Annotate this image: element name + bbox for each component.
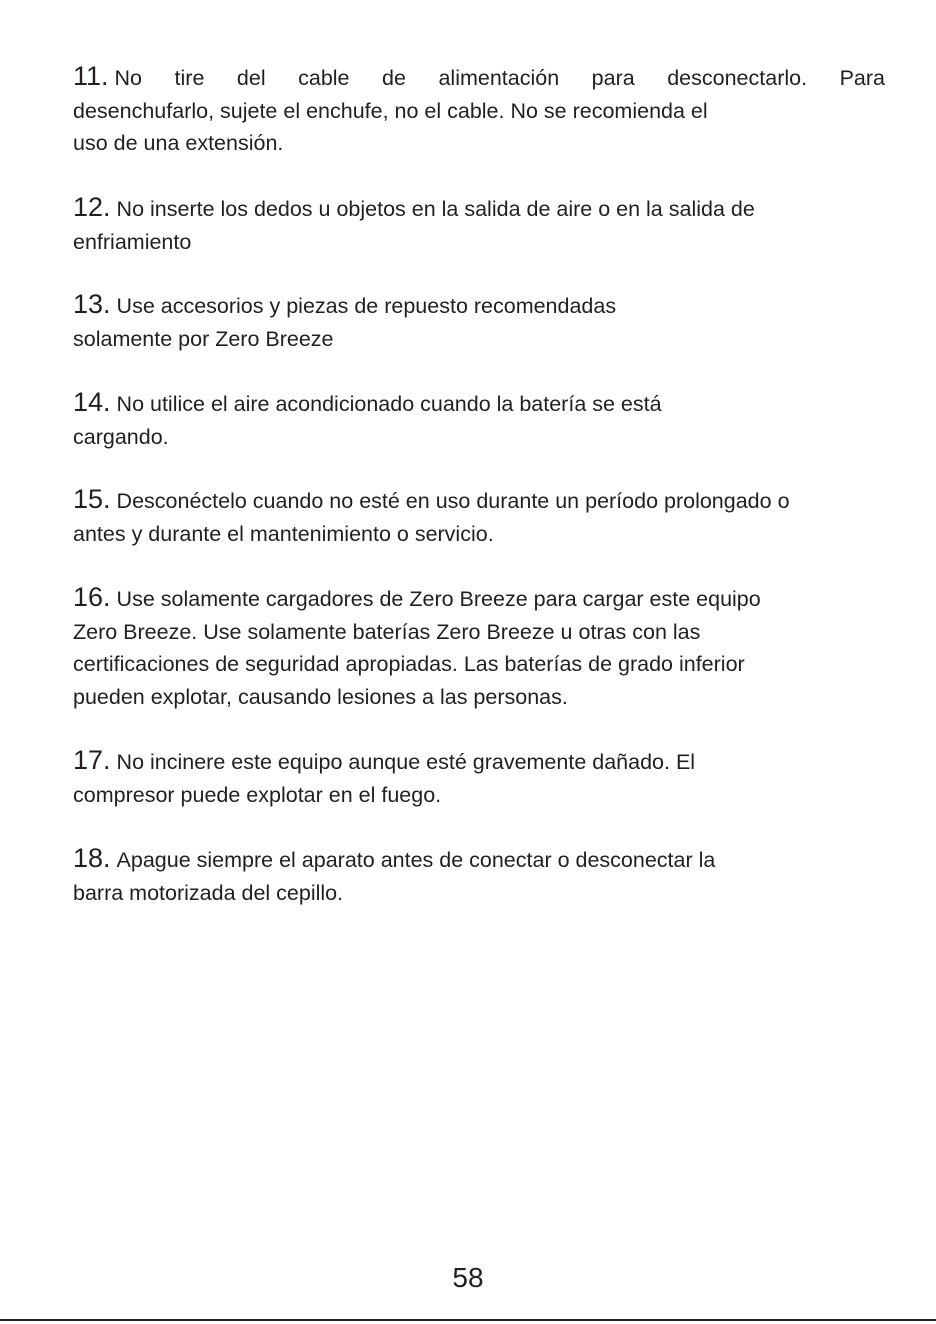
instruction-item-14 <box>73 386 885 453</box>
page-number: 58 <box>452 1262 484 1293</box>
instruction-line <box>73 483 885 518</box>
instruction-item-11 <box>73 60 885 160</box>
instruction-line: cargando. <box>73 424 169 449</box>
instruction-line: uso de una extensión. <box>73 131 284 155</box>
item-number: 11. <box>73 61 109 91</box>
item-number: 18. <box>73 843 111 873</box>
instruction-line <box>73 842 885 877</box>
instruction-line <box>73 288 885 323</box>
instruction-item-12 <box>73 191 885 258</box>
instruction-text: No utilice el aire acondicionado cuando la batería se está <box>116 392 662 416</box>
instruction-line: solamente por Zero Breeze <box>73 326 334 351</box>
instruction-text: Use accesorios y piezas de repuesto recomendadas <box>116 294 617 318</box>
instruction-text: Desconéctelo cuando no esté en uso durante un período prolongado o <box>116 489 790 513</box>
bottom-rule <box>0 1319 936 1321</box>
instruction-item-13 <box>73 288 885 355</box>
instruction-line: antes y durante el mantenimiento o servicio. <box>73 521 494 546</box>
instruction-text: No tire del cable de alimentación para desconectarlo. Para <box>114 66 885 90</box>
item-number: 15. <box>73 484 111 514</box>
item-number: 17. <box>73 745 111 775</box>
instruction-line: enfriamiento <box>73 229 192 254</box>
item-number: 12. <box>73 192 111 222</box>
instruction-line: certificaciones de seguridad apropiadas. Las baterías de grado inferior <box>73 652 745 676</box>
instruction-line: compresor puede explotar en el fuego. <box>73 782 442 807</box>
instruction-item-16 <box>73 581 885 713</box>
instruction-line <box>73 191 885 226</box>
instruction-line <box>73 386 885 421</box>
instruction-line: pueden explotar, causando lesiones a las personas. <box>73 684 568 709</box>
instruction-line <box>73 60 885 95</box>
instruction-text: Use solamente cargadores de Zero Breeze para cargar este equipo <box>116 587 761 611</box>
item-number: 14. <box>73 387 111 417</box>
instruction-text: Apague siempre el aparato antes de conectar o desconectar la <box>116 848 716 872</box>
item-number: 13. <box>73 289 111 319</box>
instruction-line <box>73 744 885 779</box>
instruction-text: No inserte los dedos u objetos en la salida de aire o en la salida de <box>116 197 755 221</box>
instruction-line: Zero Breeze. Use solamente baterías Zero Breeze u otras con las <box>73 619 701 644</box>
instruction-item-15 <box>73 483 885 550</box>
instruction-item-18 <box>73 842 885 909</box>
instruction-line <box>73 581 885 616</box>
instruction-line: barra motorizada del cepillo. <box>73 880 344 905</box>
instruction-item-17 <box>73 744 885 811</box>
instruction-text: No incinere este equipo aunque esté gravemente dañado. El <box>116 750 696 774</box>
item-number: 16. <box>73 582 111 612</box>
instruction-line: desenchufarlo, sujete el enchufe, no el cable. No se recomienda el <box>73 98 708 123</box>
